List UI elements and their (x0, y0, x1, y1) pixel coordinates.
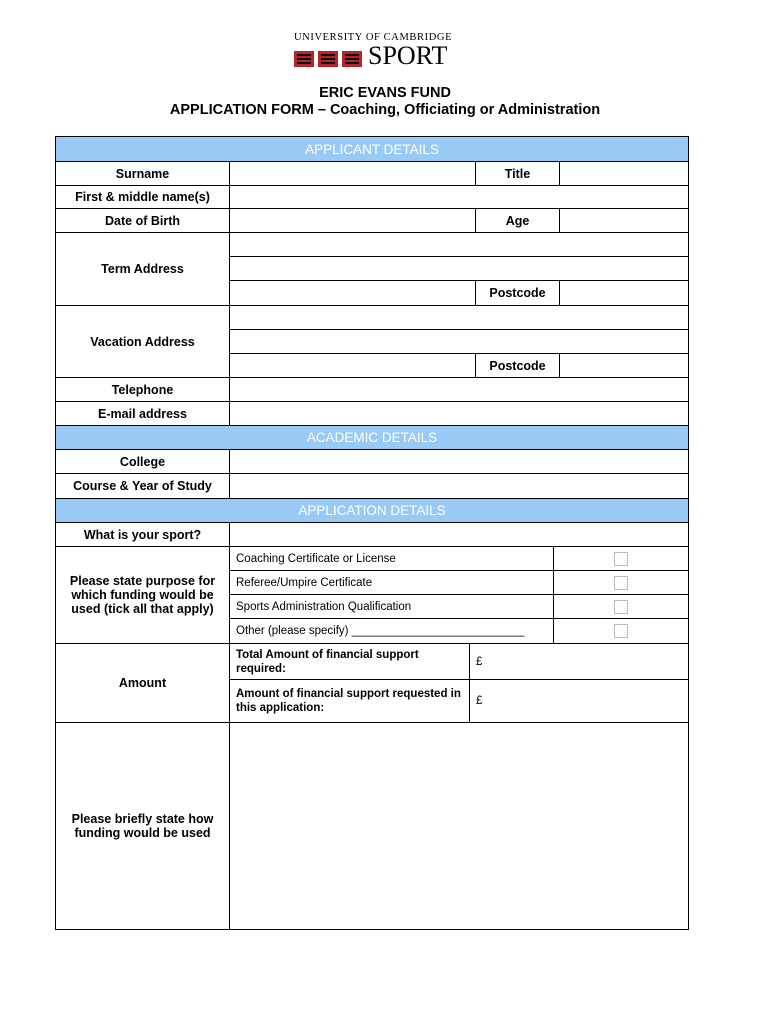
requested-amount-label: Amount of financial support requested in this application: (230, 680, 470, 722)
surname-input[interactable] (230, 162, 476, 185)
title-input[interactable] (560, 162, 688, 185)
vacation-address-row (56, 306, 688, 378)
college-row (56, 450, 688, 474)
age-input[interactable] (560, 209, 688, 232)
total-amount-label: Total Amount of financial support required: (230, 644, 470, 679)
course-input[interactable] (230, 474, 688, 498)
term-address-line-2[interactable] (230, 257, 688, 281)
amount-label: Amount (56, 644, 230, 722)
funding-use-row (56, 723, 688, 929)
option-coaching-label: Coaching Certificate or License (230, 547, 554, 570)
admin-checkbox[interactable] (614, 600, 628, 614)
option-row-referee (230, 571, 688, 595)
term-postcode-label: Postcode (476, 281, 560, 305)
term-postcode-input[interactable] (560, 281, 688, 305)
academic-details-header: ACADEMIC DETAILS (56, 426, 688, 450)
term-address-label: Term Address (56, 233, 230, 305)
email-input[interactable] (230, 402, 688, 425)
vacation-postcode-row (230, 354, 688, 377)
vacation-postcode-input[interactable] (560, 354, 688, 377)
sport-wordmark: SPORT (368, 41, 448, 70)
first-names-row (56, 186, 688, 209)
vacation-address-line-1[interactable] (230, 306, 688, 330)
form-title: APPLICATION FORM – Coaching, Officiating or Administration (169, 102, 601, 118)
option-referee-label: Referee/Umpire Certificate (230, 571, 554, 594)
total-amount-row (230, 644, 688, 680)
term-address-line-3[interactable] (230, 281, 476, 305)
purpose-label: Please state purpose for which funding would be used (tick all that apply) (56, 547, 230, 643)
crest-lions-icon (294, 49, 366, 69)
sport-input[interactable] (230, 523, 688, 546)
requested-amount-input[interactable]: £ (476, 695, 483, 707)
vacation-postcode-label: Postcode (476, 354, 560, 377)
requested-amount-row (230, 680, 688, 722)
surname-label: Surname (56, 162, 230, 185)
course-row (56, 474, 688, 499)
dob-row (56, 209, 688, 233)
option-admin-label: Sports Administration Qualification (230, 595, 554, 618)
college-input[interactable] (230, 450, 688, 473)
vacation-address-label: Vacation Address (56, 306, 230, 377)
vacation-address-line-3[interactable] (230, 354, 476, 377)
application-details-header: APPLICATION DETAILS (56, 499, 688, 523)
coaching-checkbox[interactable] (614, 552, 628, 566)
cambridge-sport-logo (292, 32, 478, 72)
purpose-row (56, 547, 688, 644)
term-address-line-1[interactable] (230, 233, 688, 257)
telephone-input[interactable] (230, 378, 688, 401)
sport-row (56, 523, 688, 547)
surname-row (56, 162, 688, 186)
university-name: UNIVERSITY OF CAMBRIDGE (294, 32, 453, 43)
email-row (56, 402, 688, 426)
option-other-label[interactable]: Other (please specify) ___________________________ (230, 619, 554, 643)
college-label: College (56, 450, 230, 473)
applicant-details-header: APPLICANT DETAILS (56, 137, 688, 162)
option-row-coaching (230, 547, 688, 571)
funding-use-textarea[interactable] (230, 723, 688, 929)
application-form (55, 136, 689, 930)
referee-checkbox[interactable] (614, 576, 628, 590)
amount-row (56, 644, 688, 723)
first-names-input[interactable] (230, 186, 688, 208)
email-label: E-mail address (56, 402, 230, 425)
term-postcode-row (230, 281, 688, 305)
option-row-other (230, 619, 688, 643)
sport-label: What is your sport? (56, 523, 230, 546)
other-checkbox[interactable] (614, 624, 628, 638)
first-names-label: First & middle name(s) (56, 186, 230, 208)
title-label: Title (476, 162, 560, 185)
dob-input[interactable] (230, 209, 476, 232)
dob-label: Date of Birth (56, 209, 230, 232)
funding-use-label: Please briefly state how funding would be used (56, 723, 230, 929)
vacation-address-line-2[interactable] (230, 330, 688, 354)
age-label: Age (476, 209, 560, 232)
course-label: Course & Year of Study (56, 474, 230, 498)
fund-title: ERIC EVANS FUND (319, 85, 451, 101)
telephone-row (56, 378, 688, 402)
telephone-label: Telephone (56, 378, 230, 401)
total-amount-input[interactable]: £ (476, 655, 483, 668)
option-row-admin (230, 595, 688, 619)
term-address-row (56, 233, 688, 306)
